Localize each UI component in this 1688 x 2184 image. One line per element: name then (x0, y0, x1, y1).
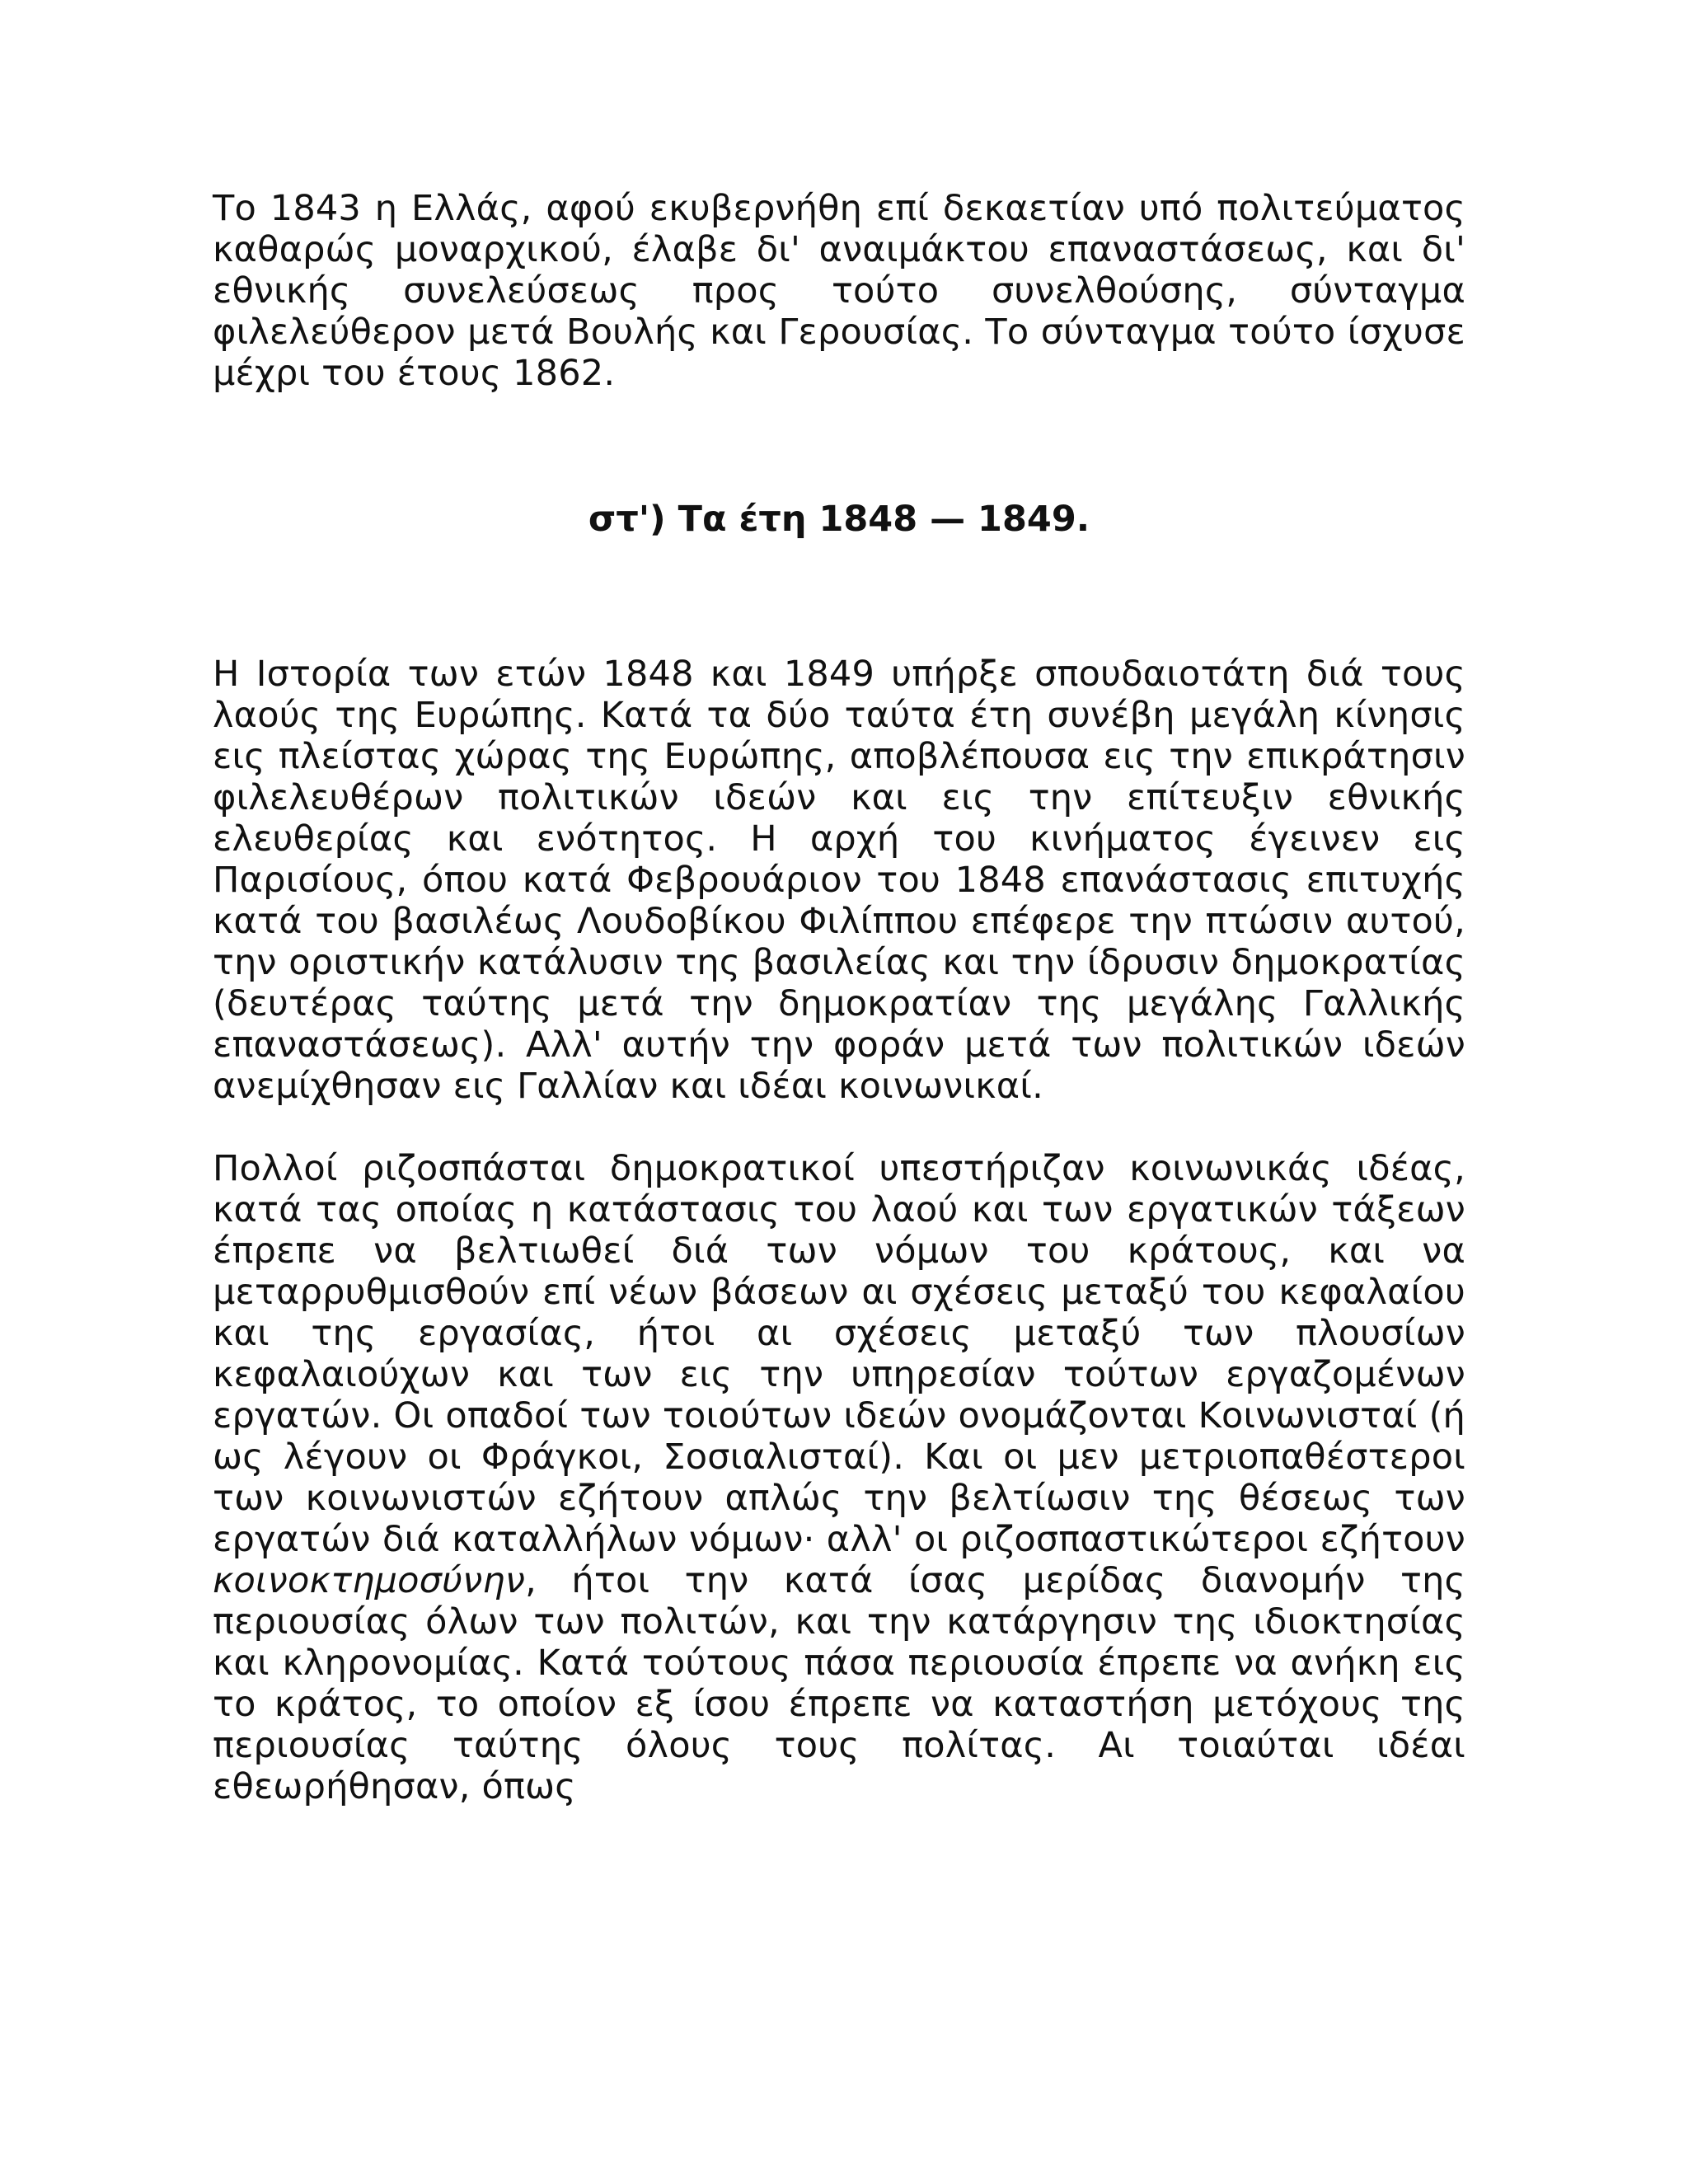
paragraph: Το 1843 η Ελλάς, αφού εκυβερνήθη επί δεκαετίαν υπό πολιτεύματος καθαρώς μοναρχικού, έλαβε δι' αναιμάκτου επαναστάσεως, και δι' εθνικής συνελεύσεως προς τούτο συνελθούσης, σύνταγμα φιλελεύθερον μετά Βουλής και Γερουσίας. Το σύνταγμα τούτο ίσχυσε μέχρι του έτους 1862. (213, 188, 1465, 394)
paragraph-text: Πολλοί ριζοσπάσται δημοκρατικοί υπεστήριζαν κοινωνικάς ιδέας, κατά τας οποίας η κατάστασις του λαού και των εργατικών τάξεων έπρεπε να βελτιωθεί διά των νόμων του κράτους, και να μεταρρυθμισθούν επί νέων βάσεων αι σχέσεις μεταξύ του κεφαλαίου και της εργασίας, ήτοι αι σχέσεις μεταξύ των πλουσίων κεφαλαιούχων και των εις την υπηρεσίαν τούτων εργαζομένων εργατών. Οι οπαδοί των τοιούτων ιδεών ονομάζονται Κοινωνισταί (ή ως λέγουν οι Φράγκοι, Σοσιαλισταί). Και οι μεν μετριοπαθέστεροι των κοινωνιστών εζήτουν απλώς την βελτίωσιν της θέσεως των εργατών διά καταλλήλων νόμων· αλλ' οι ριζοσπαστικώτεροι εζήτουν (213, 1148, 1465, 1560)
document-page (213, 188, 1465, 1807)
paragraph: Η Ιστορία των ετών 1848 και 1849 υπήρξε σπουδαιοτάτη διά τους λαούς της Ευρώπης. Κατά τα δύο ταύτα έτη συνέβη μεγάλη κίνησις εις πλείστας χώρας της Ευρώπης, αποβλέπουσα εις την επικράτησιν φιλελευθέρων πολιτικών ιδεών και εις την επίτευξιν εθνικής ελευθερίας και ενότητος. Η αρχή του κινήματος έγεινεν εις Παρισίους, όπου κατά Φεβρουάριον του 1848 επανάστασις επιτυχής κατά του βασιλέως Λουδοβίκου Φιλίππου επέφερε την πτώσιν αυτού, την οριστικήν κατάλυσιν της βασιλείας και την ίδρυσιν δημοκρατίας (δευτέρας ταύτης μετά την δημοκρατίαν της μεγάλης Γαλλικής επαναστάσεως). Αλλ' αυτήν την φοράν μετά των πολιτικών ιδεών ανεμίχθησαν εις Γαλλίαν και ιδέαι κοινωνικαί. (213, 654, 1465, 1107)
paragraph (213, 1148, 1465, 1807)
paragraph-text: , ήτοι την κατά ίσας μερίδας διανομήν της περιουσίας όλων των πολιτών, και την κατάργησιν της ιδιοκτησίας και κληρονομίας. Κατά τούτους πάσα περιουσία έπρεπε να ανήκη εις το κράτος, το οποίον εξ ίσου έπρεπε να καταστήση μετόχους της περιουσίας ταύτης όλους τους πολίτας. Αι τοιαύται ιδέαι εθεωρήθησαν, όπως (213, 1560, 1465, 1807)
emphasized-term: κοινοκτημοσύνην (213, 1560, 526, 1601)
section-heading: στ') Τα έτη 1848 — 1849. (588, 499, 1090, 540)
